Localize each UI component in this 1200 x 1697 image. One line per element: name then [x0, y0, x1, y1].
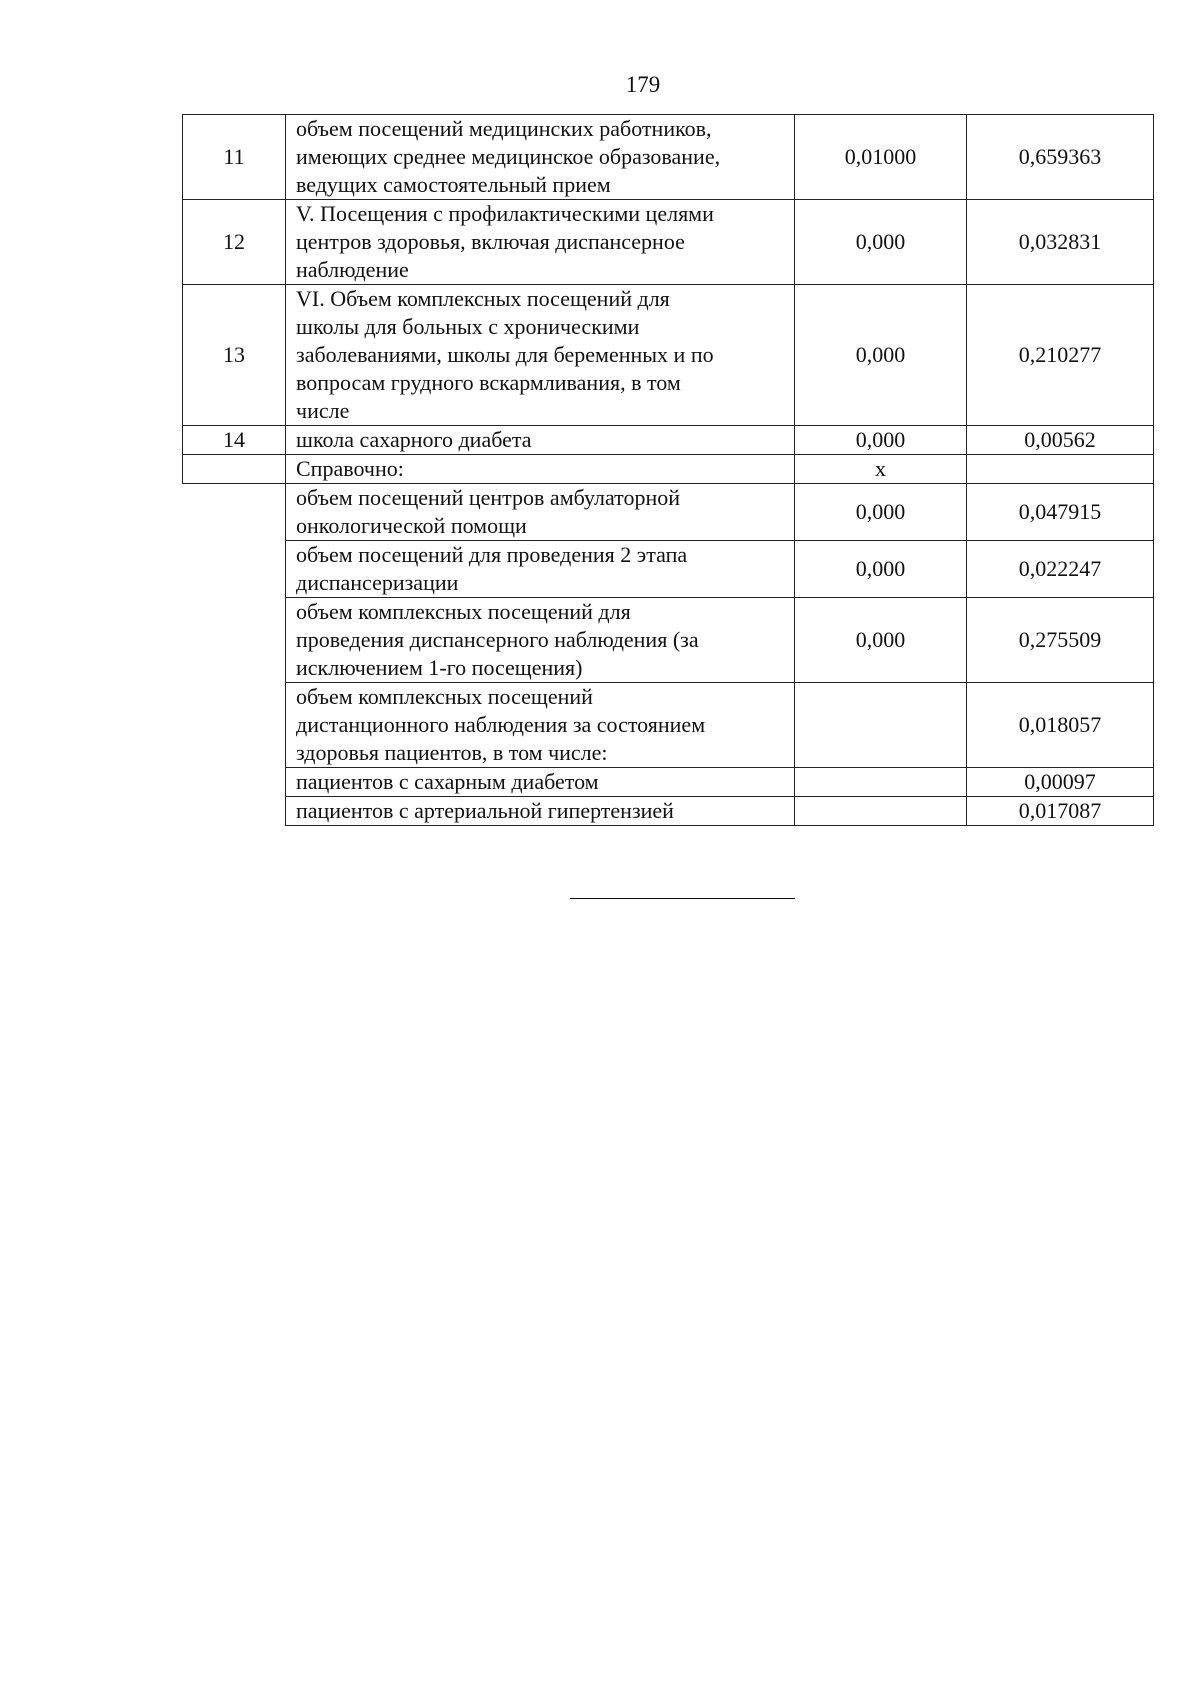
value-col-1 — [795, 797, 967, 826]
value-col-2: 0,017087 — [967, 797, 1154, 826]
cell-line: дистанционного наблюдения за состоянием — [296, 712, 706, 737]
row-description — [286, 426, 795, 455]
value-col-1: 0,000 — [795, 541, 967, 598]
row-description — [286, 683, 795, 768]
value-col-1: 0,000 — [795, 426, 967, 455]
value-col-1: 0,000 — [795, 484, 967, 541]
empty-cell — [183, 797, 286, 826]
reference-row — [183, 598, 1154, 683]
cell-line: наблюдение — [296, 257, 409, 282]
row-description — [286, 285, 795, 426]
row-description — [286, 200, 795, 285]
cell-line: объем комплексных посещений — [296, 684, 593, 709]
cell-line: объем комплексных посещений для — [296, 599, 631, 624]
empty-cell — [183, 598, 286, 683]
value-col-1 — [795, 683, 967, 768]
row-description — [286, 484, 795, 541]
empty-cell — [183, 484, 286, 541]
page-number: 179 — [625, 72, 661, 97]
cell-line: заболеваниями, школы для беременных и по — [296, 342, 714, 367]
table-row — [183, 285, 1154, 426]
empty-cell — [183, 541, 286, 598]
row-number: 11 — [183, 115, 286, 200]
table-row — [183, 455, 1154, 484]
cell-line: школа сахарного диабета — [296, 427, 532, 452]
value-col-2: 0,032831 — [967, 200, 1154, 285]
cell-line: проведения диспансерного наблюдения (за — [296, 627, 699, 652]
cell-line: исключением 1-го посещения) — [296, 655, 583, 680]
value-col-2: 0,659363 — [967, 115, 1154, 200]
reference-row — [183, 541, 1154, 598]
table-row — [183, 115, 1154, 200]
value-col-2: 0,00097 — [967, 768, 1154, 797]
value-col-2: 0,022247 — [967, 541, 1154, 598]
cell-line: VI. Объем комплексных посещений для — [296, 286, 670, 311]
closing-rule — [570, 898, 795, 899]
value-col-1: х — [795, 455, 967, 484]
cell-line: здоровья пациентов, в том числе: — [296, 740, 608, 765]
cell-line: числе — [296, 398, 350, 423]
row-description — [286, 797, 795, 826]
row-number: 14 — [183, 426, 286, 455]
cell-line: пациентов с сахарным диабетом — [296, 769, 599, 794]
cell-line: ведущих самостоятельный прием — [296, 172, 611, 197]
value-col-2: 0,018057 — [967, 683, 1154, 768]
value-col-1: 0,01000 — [795, 115, 967, 200]
value-col-1: 0,000 — [795, 285, 967, 426]
cell-line: Справочно: — [296, 456, 404, 481]
table-row — [183, 426, 1154, 455]
table-body — [183, 115, 1154, 826]
value-col-2: 0,00562 — [967, 426, 1154, 455]
value-col-2: 0,275509 — [967, 598, 1154, 683]
cell-line: вопросам грудного вскармливания, в том — [296, 370, 681, 395]
table-row — [183, 200, 1154, 285]
row-number: 13 — [183, 285, 286, 426]
value-col-1: 0,000 — [795, 598, 967, 683]
value-col-1: 0,000 — [795, 200, 967, 285]
value-col-2 — [967, 455, 1154, 484]
empty-cell — [183, 768, 286, 797]
row-description — [286, 768, 795, 797]
reference-row — [183, 683, 1154, 768]
cell-line: пациентов с артериальной гипертензией — [296, 798, 674, 823]
value-col-2: 0,047915 — [967, 484, 1154, 541]
cell-line: имеющих среднее медицинское образование, — [296, 144, 721, 169]
cell-line: объем посещений центров амбулаторной — [296, 485, 681, 510]
row-description — [286, 455, 795, 484]
value-col-2: 0,210277 — [967, 285, 1154, 426]
reference-row — [183, 797, 1154, 826]
volume-table — [182, 114, 1154, 826]
cell-line: центров здоровья, включая диспансерное — [296, 229, 685, 254]
cell-line: объем посещений для проведения 2 этапа — [296, 542, 688, 567]
reference-row — [183, 768, 1154, 797]
cell-line: V. Посещения с профилактическими целями — [296, 201, 714, 226]
value-col-1 — [795, 768, 967, 797]
row-number — [183, 455, 286, 484]
row-description — [286, 598, 795, 683]
cell-line: диспансеризации — [296, 570, 459, 595]
row-number: 12 — [183, 200, 286, 285]
cell-line: онкологической помощи — [296, 513, 527, 538]
empty-cell — [183, 683, 286, 768]
row-description — [286, 541, 795, 598]
row-description — [286, 115, 795, 200]
cell-line: объем посещений медицинских работников, — [296, 116, 712, 141]
cell-line: школы для больных с хроническими — [296, 314, 640, 339]
reference-row — [183, 484, 1154, 541]
